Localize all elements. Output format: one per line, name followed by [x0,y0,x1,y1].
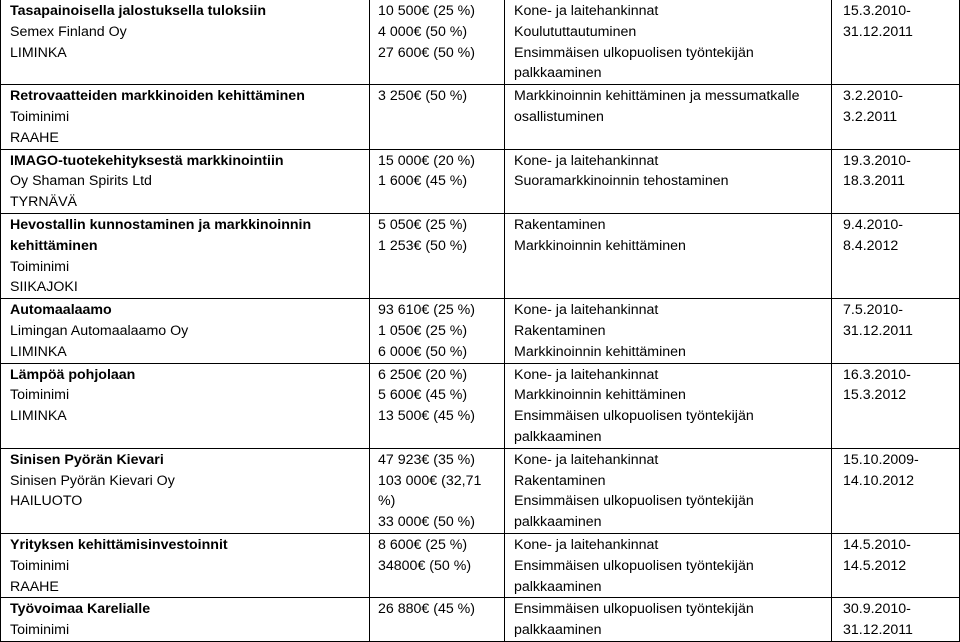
project-line: LIMINKA [10,44,67,61]
category-line: Rakentaminen [514,322,606,339]
period-cell [832,363,960,448]
category-line: palkkaaminen [514,514,602,531]
category-cell [505,149,832,213]
amount-cell [370,213,505,298]
category-cell [505,598,832,642]
project-line: Toiminimi [10,622,70,639]
project-line: LIMINKA [10,343,67,360]
amount-line: 3 250€ (50 %) [378,88,468,105]
category-line: palkkaaminen [514,578,602,595]
category-line: Markkinoinnin kehittäminen [514,343,686,360]
table-row [1,598,960,642]
category-line: Ensimmäisen ulkopuolisen työntekijän [514,493,754,510]
period-line: 9.4.2010- [843,216,903,233]
table-row [1,363,960,448]
project-line: RAAHE [10,578,59,595]
project-cell [1,533,370,597]
period-cell [832,533,960,597]
period-line: 7.5.2010- [843,302,903,319]
amount-cell [370,598,505,642]
category-cell [505,85,832,149]
project-title: Tasapainoisella jalostuksella tuloksiin [10,3,266,19]
project-title: Työvoimaa Karelialle [10,601,151,618]
project-line: Toiminimi [10,108,70,125]
amount-line: 5 600€ (45 %) [378,387,468,404]
category-line: Ensimmäisen ulkopuolisen työntekijän [514,408,754,425]
amount-line: 27 600€ (50 %) [378,44,476,61]
project-line: Toiminimi [10,258,70,275]
category-line: Kone- ja laitehankinnat [514,366,659,383]
table-row [1,213,960,298]
category-cell [505,363,832,448]
amount-cell [370,448,505,533]
amount-line: 8 600€ (25 %) [378,536,468,553]
amount-line: 5 050€ (25 %) [378,216,468,233]
amount-cell [370,363,505,448]
period-line: 19.3.2010- [843,152,911,169]
amount-line: 47 923€ (35 %) [378,451,476,468]
project-line: TYRNÄVÄ [10,194,78,211]
amount-line: 13 500€ (45 %) [378,408,476,425]
amount-line: 1 050€ (25 %) [378,322,468,339]
project-line: Sinisen Pyörän Kievari Oy [10,472,175,489]
period-line: 14.5.2010- [843,536,911,553]
amount-line: 1 253€ (50 %) [378,237,468,254]
category-line: Ensimmäisen ulkopuolisen työntekijän [514,601,754,618]
category-line: Rakentaminen [514,472,606,489]
project-line: Limingan Automaalaamo Oy [10,322,189,339]
category-line: Kone- ja laitehankinnat [514,451,659,468]
amount-line: 6 000€ (50 %) [378,343,468,360]
period-line: 8.4.2012 [843,237,899,254]
period-line: 3.2.2011 [843,108,898,125]
project-cell [1,149,370,213]
period-line: 15.10.2009- [843,451,919,468]
category-cell [505,213,832,298]
project-cell [1,213,370,298]
project-line: RAAHE [10,129,59,146]
period-line: 16.3.2010- [843,366,911,383]
table-row [1,0,960,85]
period-cell [832,149,960,213]
project-cell [1,448,370,533]
amount-line: 1 600€ (45 %) [378,173,468,190]
project-line: Toiminimi [10,557,70,574]
period-line: 14.5.2012 [843,557,907,574]
category-line: Suoramarkkinoinnin tehostaminen [514,173,729,190]
project-cell [1,85,370,149]
project-line: Oy Shaman Spirits Ltd [10,173,152,190]
category-line: Kone- ja laitehankinnat [514,3,659,19]
amount-line: 26 880€ (45 %) [378,601,476,618]
amount-cell [370,149,505,213]
category-line: Kone- ja laitehankinnat [514,302,659,319]
category-cell [505,0,832,85]
category-cell [505,533,832,597]
period-line: 15.3.2010- [843,3,911,19]
category-line: Ensimmäisen ulkopuolisen työntekijän [514,557,754,574]
category-line: palkkaaminen [514,428,602,445]
amount-line: %) [378,493,396,510]
period-line: 31.12.2011 [843,322,913,339]
table-row [1,448,960,533]
category-line: Markkinoinnin kehittäminen ja messumatkalle [514,88,800,105]
amount-line: 6 250€ (20 %) [378,366,468,383]
project-cell [1,299,370,363]
project-cell [1,598,370,642]
period-cell [832,0,960,85]
category-line: Rakentaminen [514,216,606,233]
project-title: IMAGO-tuotekehityksestä markkinointiin [10,152,284,169]
amount-line: 103 000€ (32,71 [378,472,482,489]
category-cell [505,299,832,363]
period-line: 31.12.2011 [843,622,913,639]
period-cell [832,448,960,533]
category-line: Ensimmäisen ulkopuolisen työntekijän [514,44,754,61]
table-row [1,85,960,149]
project-title: Lämpöä pohjolaan [10,366,136,383]
category-line: palkkaaminen [514,622,602,639]
amount-line: 4 000€ (50 %) [378,23,468,40]
period-cell [832,598,960,642]
amount-cell [370,533,505,597]
category-line: Markkinoinnin kehittäminen [514,387,686,404]
project-title: Retrovaatteiden markkinoiden kehittäminen [10,88,305,105]
period-line: 3.2.2010- [843,88,903,105]
amount-cell [370,85,505,149]
category-line: Kone- ja laitehankinnat [514,536,659,553]
period-line: 31.12.2011 [843,23,913,40]
project-line: SIIKAJOKI [10,279,78,296]
category-line: palkkaaminen [514,65,602,82]
amount-cell [370,299,505,363]
project-line: Semex Finland Oy [10,23,127,40]
period-line: 30.9.2010- [843,601,911,618]
category-line: Kone- ja laitehankinnat [514,152,659,169]
category-line: Koulututtautuminen [514,23,637,40]
project-line: Toiminimi [10,387,70,404]
project-title: Automaalaamo [10,302,112,319]
project-title: Hevostallin kunnostaminen ja markkinoinnin [10,216,312,233]
funding-table-body [1,0,960,641]
category-line: osallistuminen [514,108,604,125]
project-cell [1,0,370,85]
project-line: kehittäminen [10,237,98,254]
period-line: 14.10.2012 [843,472,915,489]
amount-line: 15 000€ (20 %) [378,152,476,169]
period-cell [832,85,960,149]
amount-line: 10 500€ (25 %) [378,3,476,19]
period-line: 18.3.2011 [843,173,906,190]
table-row [1,533,960,597]
amount-line: 33 000€ (50 %) [378,514,476,531]
table-row [1,149,960,213]
amount-line: 93 610€ (25 %) [378,302,476,319]
amount-cell [370,0,505,85]
project-line: HAILUOTO [10,493,83,510]
period-cell [832,299,960,363]
project-title: Sinisen Pyörän Kievari [10,451,164,468]
project-title: Yrityksen kehittämisinvestoinnit [10,536,228,553]
period-line: 15.3.2012 [843,387,907,404]
category-cell [505,448,832,533]
amount-line: 34800€ (50 %) [378,557,472,574]
project-line: LIMINKA [10,408,67,425]
project-cell [1,363,370,448]
table-row [1,299,960,363]
category-line: Markkinoinnin kehittäminen [514,237,686,254]
period-cell [832,213,960,298]
